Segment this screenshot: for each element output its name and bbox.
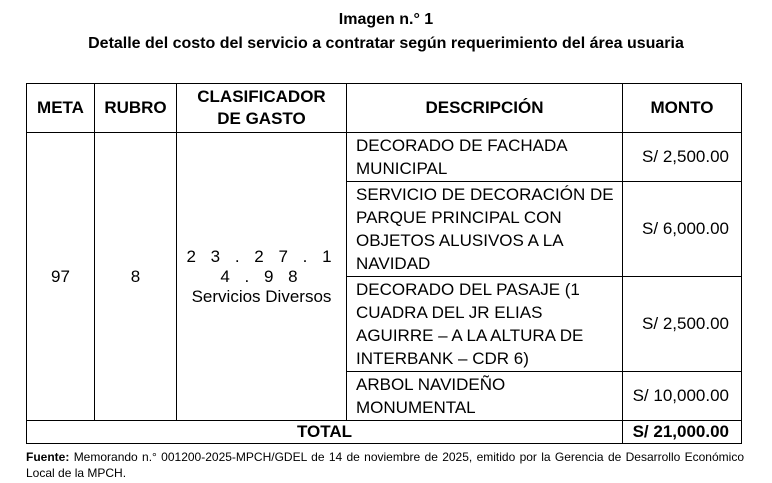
header-meta: META	[27, 84, 95, 133]
image-subtitle: Detalle del costo del servicio a contratar según requerimiento del área usuaria	[88, 35, 684, 52]
total-label: TOTAL	[27, 421, 623, 444]
image-title: Imagen n.° 1	[338, 11, 434, 28]
monto-cell: S/ 6,000.00	[623, 182, 742, 277]
descripcion-cell: DECORADO DEL PASAJE (1 CUADRA DEL JR ELIAS AGUIRRE – A LA ALTURA DE INTERBANK – CDR 6)	[347, 277, 623, 372]
header-monto: MONTO	[623, 84, 742, 133]
descripcion-cell: ARBOL NAVIDEÑO MONUMENTAL	[347, 372, 623, 421]
monto-cell: S/ 2,500.00	[623, 277, 742, 372]
clasificador-cell	[177, 133, 347, 421]
total-value: S/ 21,000.00	[623, 421, 742, 444]
descripcion-cell: SERVICIO DE DECORACIÓN DE PARQUE PRINCIPAL CON OBJETOS ALUSIVOS A LA NAVIDAD	[347, 182, 623, 277]
header-rubro: RUBRO	[95, 84, 177, 133]
header-descripcion: DESCRIPCIÓN	[347, 84, 623, 133]
clasificador-code: 2 3 . 2 7 . 1 4 . 9 8	[186, 246, 337, 286]
source-text: Memorando n.° 001200-2025-MPCH/GDEL de 14 de noviembre de 2025, emitido por la Gerencia de Desarrollo Económico Local de la MPCH.	[26, 450, 744, 480]
source-label: Fuente:	[26, 450, 70, 464]
table-header-row	[27, 84, 742, 133]
descripcion-cell: DECORADO DE FACHADA MUNICIPAL	[347, 133, 623, 182]
monto-cell: S/ 2,500.00	[623, 133, 742, 182]
source-note	[26, 449, 744, 481]
table-row	[27, 133, 742, 182]
header-clasificador: CLASIFICADOR DE GASTO	[177, 84, 347, 133]
monto-cell: S/ 10,000.00	[623, 372, 742, 421]
clasificador-name: Servicios Diversos	[191, 286, 332, 306]
rubro-cell: 8	[95, 133, 177, 421]
total-row	[27, 421, 742, 444]
meta-cell: 97	[27, 133, 95, 421]
cost-table	[26, 83, 742, 444]
